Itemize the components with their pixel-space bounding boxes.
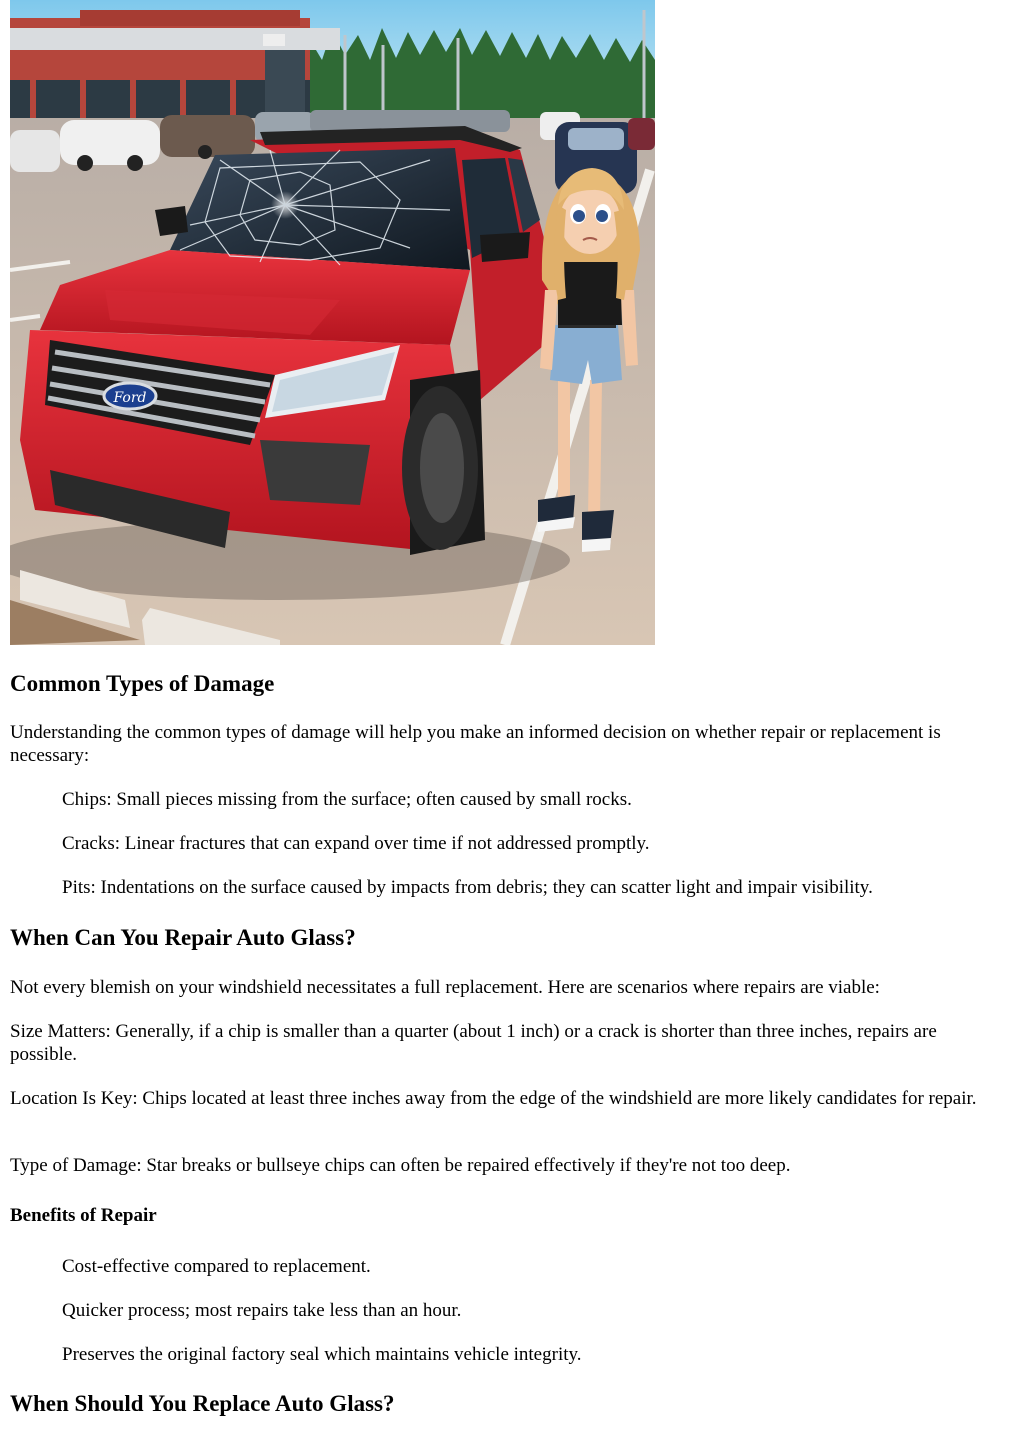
heading-common-types: Common Types of Damage (10, 671, 275, 696)
building (10, 10, 340, 118)
types-intro: Understanding the common types of damage will help you make an informed decision on whether repair or replacement is necessary: (10, 722, 941, 766)
heading-replace: When Should You Replace Auto Glass? (10, 1391, 395, 1416)
repair-intro: Not every blemish on your windshield necessitates a full replacement. Here are scenarios where repairs are viable: (10, 977, 880, 998)
benefit-item-seal: Preserves the original factory seal which maintains vehicle integrity. (62, 1344, 582, 1365)
car-logo: Ford (113, 390, 147, 406)
benefit-item-quick: Quicker process; most repairs take less than an hour. (62, 1300, 462, 1321)
damage-item-cracks: Cracks: Linear fractures that can expand over time if not addressed promptly. (62, 833, 650, 854)
repair-type: Type of Damage: Star breaks or bullseye chips can often be repaired effectively if they're not too deep. (10, 1155, 791, 1176)
damage-item-pits: Pits: Indentations on the surface caused by impacts from debris; they can scatter light and impair visibility. (62, 877, 873, 898)
repair-size-matters: Size Matters: Generally, if a chip is smaller than a quarter (about 1 inch) or a crack is shorter than three inches, repairs are possible. (10, 1021, 937, 1065)
heading-repair: When Can You Repair Auto Glass? (10, 925, 356, 950)
article (10, 0, 1006, 1416)
hero-image (10, 0, 655, 645)
benefit-item-cost: Cost-effective compared to replacement. (62, 1256, 371, 1277)
heading-benefits: Benefits of Repair (10, 1205, 157, 1226)
repair-location: Location Is Key: Chips located at least three inches away from the edge of the windshield are more likely candidates for repair. (10, 1088, 977, 1109)
damage-item-chips: Chips: Small pieces missing from the surface; often caused by small rocks. (62, 789, 632, 810)
